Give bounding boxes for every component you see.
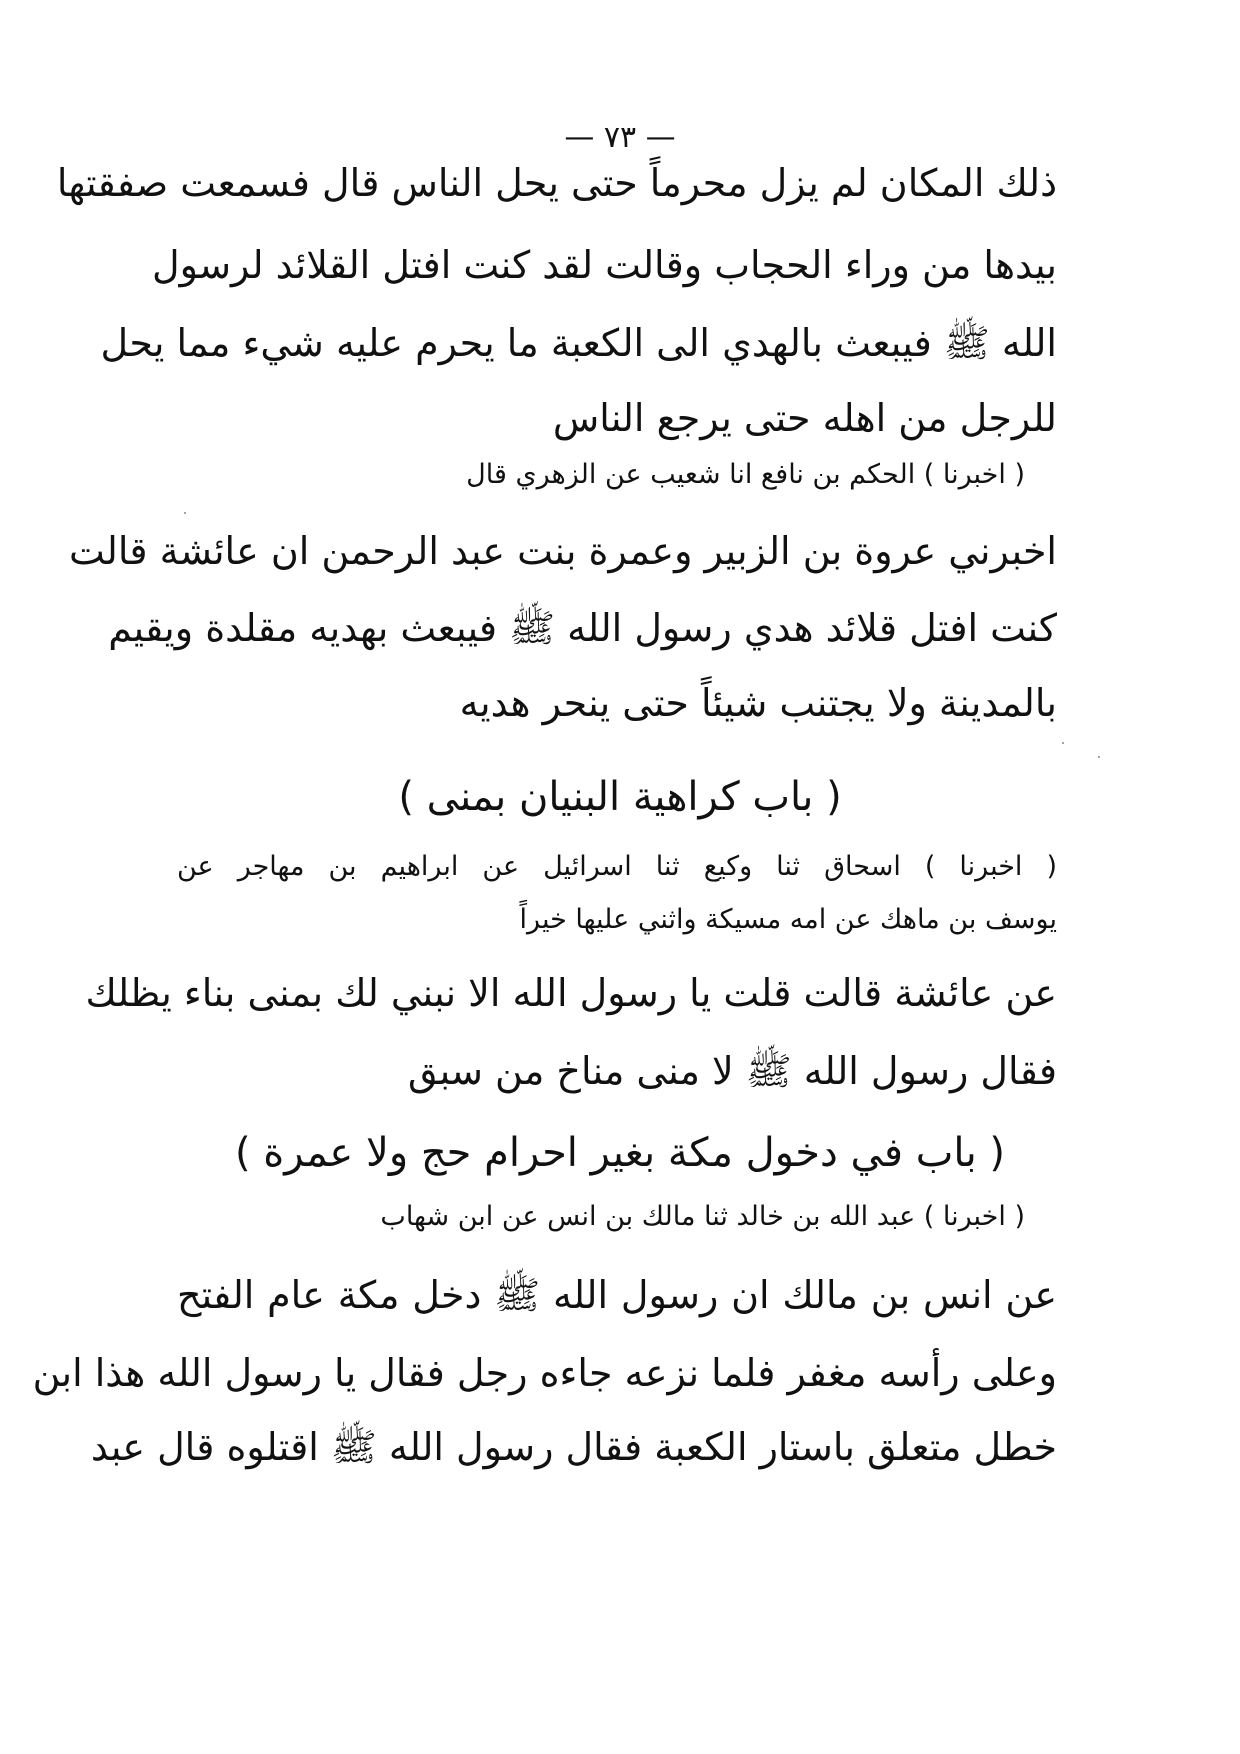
text-line: للرجل من اهله حتى يرجع الناس — [552, 396, 1057, 440]
text-line: بالمدينة ولا يجتنب شيئاً حتى ينحر هديه — [459, 681, 1057, 725]
text-line: اخبرني عروة بن الزبير وعمرة بنت عبد الرحمن ان عائشة قالت — [68, 529, 1057, 573]
text-line: ذلك المكان لم يزل محرماً حتى يحل الناس قال فسمعت صفقتها — [56, 161, 1057, 205]
text-line: وعلى رأسه مغفر فلما نزعه جاءه رجل فقال يا رسول الله هذا ابن — [32, 1351, 1057, 1395]
isnad-line: ( اخبرنا ) اسحاق ثنا وكيع ثنا اسرائيل عن ابراهيم بن مهاجر عن — [177, 851, 1057, 882]
text-line: خطل متعلق باستار الكعبة فقال رسول الله ﷺ اقتلوه قال عبد — [90, 1425, 1057, 1469]
chapter-heading: ( باب في دخول مكة بغير احرام حج ولا عمرة ) — [234, 1130, 1006, 1176]
text-line: الله ﷺ فيبعث بالهدي الى الكعبة ما يحرم عليه شيء مما يحل — [100, 321, 1057, 365]
isnad-line: ( اخبرنا ) عبد الله بن خالد ثنا مالك بن انس عن ابن شهاب — [380, 1201, 1025, 1232]
text-line: كنت افتل قلائد هدي رسول الله ﷺ فيبعث بهديه مقلدة ويقيم — [108, 606, 1057, 650]
text-line: فقال رسول الله ﷺ لا منى مناخ من سبق — [407, 1049, 1057, 1093]
isnad-line: يوسف بن ماهك عن امه مسيكة واثني عليها خيراً — [519, 904, 1057, 935]
page-number: — ٧٣ — — [564, 120, 676, 155]
text-line: عن عائشة قالت قلت يا رسول الله الا نبني لك بمنى بناء يظلك — [85, 971, 1057, 1015]
scan-speck — [1098, 756, 1100, 758]
scan-speck — [1062, 742, 1064, 744]
text-line: عن انس بن مالك ان رسول الله ﷺ دخل مكة عام الفتح — [177, 1273, 1057, 1317]
scan-speck — [184, 512, 186, 514]
text-line: بيدها من وراء الحجاب وقالت لقد كنت افتل القلائد لرسول — [151, 243, 1057, 287]
isnad-line: ( اخبرنا ) الحكم بن نافع انا شعيب عن الزهري قال — [466, 459, 1025, 490]
chapter-heading: ( باب كراهية البنيان بمنى ) — [398, 774, 842, 820]
